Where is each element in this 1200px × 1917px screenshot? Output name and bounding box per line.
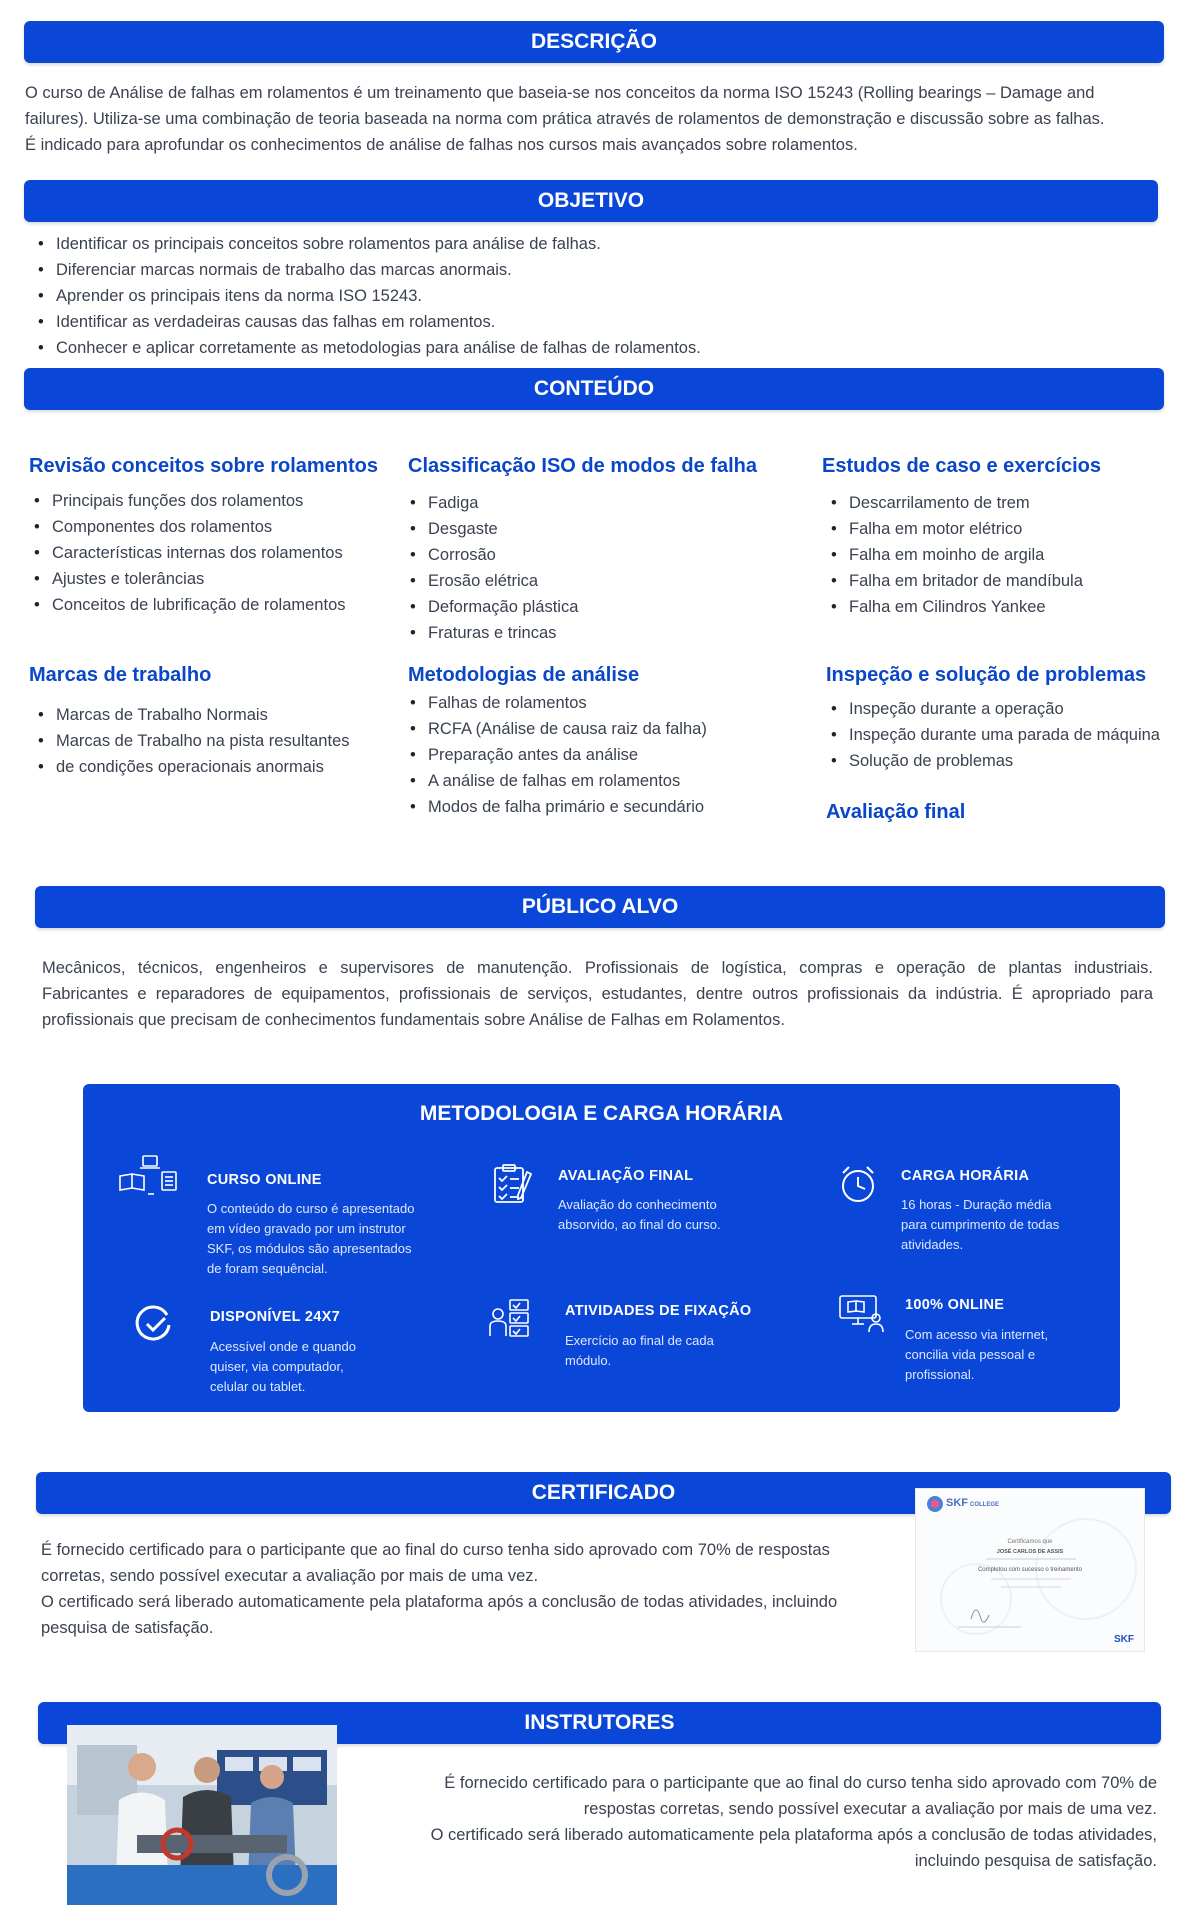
list-item: • Corrosão <box>406 542 766 568</box>
computer-user-icon <box>838 1292 882 1336</box>
instrutores-line: O certificado será liberado automaticamente pela plataforma após a conclusão de todas atividades, <box>430 1826 1157 1844</box>
section-bar-conteudo <box>24 368 1164 410</box>
desc-line: absorvido, ao final do curso. <box>558 1217 721 1232</box>
instrutores-line: É fornecido certificado para o participante que ao final do curso tenha sido aprovado com 70% de <box>444 1774 1157 1792</box>
certificate-image <box>915 1488 1145 1652</box>
section-title-objetivo: OBJETIVO <box>537 189 645 212</box>
list-item: • Descarrilamento de trem <box>827 490 1167 516</box>
metodologia-panel <box>83 1084 1120 1412</box>
metodologia-item-desc <box>901 1195 1101 1255</box>
avaliacao-final-title: Avaliação final <box>826 801 966 823</box>
metodologia-item-title: CURSO ONLINE <box>207 1172 322 1188</box>
desc-line: concilia vida pessoal e <box>905 1347 1036 1362</box>
desc-line: atividades. <box>901 1237 964 1252</box>
desc-line: profissional. <box>905 1367 975 1382</box>
section-title-descricao: DESCRIÇÃO <box>530 30 657 53</box>
list-item-text: de condições operacionais anormais <box>56 758 324 776</box>
metodologia-item-title: 100% ONLINE <box>905 1297 1005 1313</box>
list-item: • Conceitos de lubrificação de rolamentos <box>30 592 400 618</box>
desc-line: para cumprimento de todas <box>901 1217 1060 1232</box>
metodologia-item-desc <box>210 1337 410 1397</box>
desc-line: O conteúdo do curso é apresentado <box>207 1201 415 1216</box>
conteudo-section-title: Revisão conceitos sobre rolamentos <box>29 455 379 477</box>
section-title-certificado: CERTIFICADO <box>531 1481 676 1504</box>
list-item: • Fadiga <box>406 490 766 516</box>
section-title-instrutores: INSTRUTORES <box>524 1711 675 1734</box>
publico-line: Fabricantes e reparadores de equipamentos, profissionais de serviços, estudantes, dentre outros profissionais da indústria. É apropriado para <box>42 985 1153 1003</box>
certificado-line: O certificado será liberado automaticamente pela plataforma após a conclusão de todas atividades, incluindo <box>41 1593 838 1611</box>
metodologia-title: METODOLOGIA E CARGA HORÁRIA <box>419 1102 784 1125</box>
publico-line: profissionais que precisam de conhecimentos fundamentais sobre Análise de Falhas em Rolamentos. <box>42 1011 785 1029</box>
metodologia-item-desc <box>565 1331 765 1371</box>
conteudo-section-title: Metodologias de análise <box>408 664 640 686</box>
certificate-line3: Completou com sucesso o treinamento <box>977 1567 1083 1573</box>
list-item: • Marcas de Trabalho Normais <box>34 702 394 728</box>
list-item: • Deformação plástica <box>406 594 766 620</box>
conteudo-list-revisao <box>30 488 400 618</box>
desc-line: celular ou tablet. <box>210 1379 306 1394</box>
publico-line: Mecânicos, técnicos, engenheiros e supervisores de manutenção. Profissionais de logística, compras e operação de plantas industriais. <box>42 959 1153 977</box>
list-item: • Principais funções dos rolamentos <box>30 488 400 514</box>
desc-line: Com acesso via internet, <box>905 1327 1049 1342</box>
user-checklist-icon <box>488 1296 532 1340</box>
list-item: • Inspeção durante uma parada de máquina <box>827 722 1177 748</box>
metodologia-item-title: DISPONÍVEL 24X7 <box>210 1309 340 1325</box>
list-item: • Falha em moinho de argila <box>827 542 1167 568</box>
section-bar-descricao <box>24 21 1164 63</box>
certificate-brand-name: SKF <box>946 1497 968 1509</box>
certificate-line1: Certificamos que <box>1007 1539 1053 1545</box>
section-bar-publico <box>35 886 1165 928</box>
conteudo-section-title: Estudos de caso e exercícios <box>822 455 1102 477</box>
certificate-name: JOSÉ CARLOS DE ASSIS <box>996 1549 1064 1555</box>
certificate-brand <box>946 1497 999 1509</box>
certificado-line: É fornecido certificado para o participante que ao final do curso tenha sido aprovado com 70% de respostas <box>41 1541 830 1559</box>
metodologia-item-desc <box>558 1195 788 1235</box>
instructors-photo <box>67 1725 337 1905</box>
desc-line: módulo. <box>565 1353 612 1368</box>
desc-line: SKF, os módulos são apresentados <box>207 1241 412 1256</box>
objetivo-list <box>34 231 1034 361</box>
section-title-conteudo: CONTEÚDO <box>533 377 655 400</box>
descricao-line: failures). Utiliza-se uma combinação de teoria baseada na norma com prática através de rolamentos de demonstração e discussão sobre as falhas. <box>25 110 1105 128</box>
list-item: • Solução de problemas <box>827 748 1177 774</box>
list-item: • Marcas de Trabalho na pista resultantes <box>34 728 394 754</box>
conteudo-list-estudos <box>827 490 1167 620</box>
list-item: • RCFA (Análise de causa raiz da falha) <box>406 716 786 742</box>
desc-line: Avaliação do conhecimento <box>558 1197 717 1212</box>
list-item: • Ajustes e tolerâncias <box>30 566 400 592</box>
metodologia-item-desc <box>207 1199 447 1279</box>
conteudo-list-iso <box>406 490 766 646</box>
descricao-line: É indicado para aprofundar os conhecimentos de análise de falhas nos cursos mais avançados sobre rolamentos. <box>25 136 858 154</box>
conteudo-list-marcas <box>34 702 394 780</box>
conteudo-list-metodologias <box>406 690 786 820</box>
desc-line: em vídeo gravado por um instrutor <box>207 1221 406 1236</box>
desc-line: de foram sequêncial. <box>207 1261 328 1276</box>
list-item: • A análise de falhas em rolamentos <box>406 768 786 794</box>
list-item: • Erosão elétrica <box>406 568 766 594</box>
section-bar-objetivo <box>24 180 1158 222</box>
list-item: • Diferenciar marcas normais de trabalho das marcas anormais. <box>34 257 1034 283</box>
alarm-clock-icon <box>838 1162 882 1206</box>
conteudo-list-inspecao <box>827 696 1177 774</box>
list-item: • Características internas dos rolamentos <box>30 540 400 566</box>
instrutores-line: incluindo pesquisa de satisfação. <box>914 1852 1157 1870</box>
desc-line: quiser, via computador, <box>210 1359 344 1374</box>
certificado-line: pesquisa de satisfação. <box>41 1619 214 1637</box>
list-item: • Inspeção durante a operação <box>827 696 1177 722</box>
list-item: • Falha em motor elétrico <box>827 516 1167 542</box>
desc-line: 16 horas - Duração média <box>901 1197 1052 1212</box>
certificate-footer-logo: SKF <box>1114 1634 1134 1645</box>
metodologia-item-title: CARGA HORÁRIA <box>901 1168 1030 1184</box>
list-item: • Modos de falha primário e secundário <box>406 794 786 820</box>
metodologia-item-desc <box>905 1325 1105 1385</box>
clipboard-checklist-icon <box>491 1162 535 1206</box>
metodologia-item-title: AVALIAÇÃO FINAL <box>558 1168 694 1184</box>
descricao-text <box>25 80 1175 158</box>
certificate-brand-sub: COLLEGE <box>970 1502 1000 1508</box>
descricao-line: O curso de Análise de falhas em rolamentos é um treinamento que baseia-se nos conceitos da norma ISO 15243 (Rolling bearings – Damage and <box>25 84 1095 102</box>
instrutores-line: respostas corretas, sendo possível executar a avaliação por mais de uma vez. <box>583 1800 1157 1818</box>
section-title-publico: PÚBLICO ALVO <box>521 895 679 918</box>
list-item: • Identificar as verdadeiras causas das falhas em rolamentos. <box>34 309 1034 335</box>
instructors-photo-illustration <box>67 1725 337 1905</box>
metodologia-item-title: ATIVIDADES DE FIXAÇÃO <box>565 1303 752 1319</box>
conteudo-section-title: Marcas de trabalho <box>29 664 212 686</box>
certificado-text <box>41 1537 901 1641</box>
list-item: • Conhecer e aplicar corretamente as metodologias para análise de falhas de rolamentos. <box>34 335 1034 361</box>
desc-line: Exercício ao final de cada <box>565 1333 714 1348</box>
list-item: • Falha em britador de mandíbula <box>827 568 1167 594</box>
list-item: • Desgaste <box>406 516 766 542</box>
online-course-icon <box>118 1154 180 1204</box>
list-item: • Falha em Cilindros Yankee <box>827 594 1167 620</box>
list-item: • Preparação antes da análise <box>406 742 786 768</box>
list-item-continuation <box>34 754 394 780</box>
list-item: • Identificar os principais conceitos sobre rolamentos para análise de falhas. <box>34 231 1034 257</box>
check-circle-icon <box>133 1301 177 1345</box>
conteudo-section-title: Inspeção e solução de problemas <box>826 664 1147 686</box>
publico-text <box>42 955 1153 1033</box>
list-item: • Falhas de rolamentos <box>406 690 786 716</box>
list-item: • Componentes dos rolamentos <box>30 514 400 540</box>
instrutores-text <box>360 1770 1157 1874</box>
certificado-line: corretas, sendo possível executar a avaliação por mais de uma vez. <box>41 1567 539 1585</box>
desc-line: Acessível onde e quando <box>210 1339 356 1354</box>
list-item: • Aprender os principais itens da norma ISO 15243. <box>34 283 1034 309</box>
conteudo-section-title: Classificação ISO de modos de falha <box>408 455 758 477</box>
list-item: • Fraturas e trincas <box>406 620 766 646</box>
